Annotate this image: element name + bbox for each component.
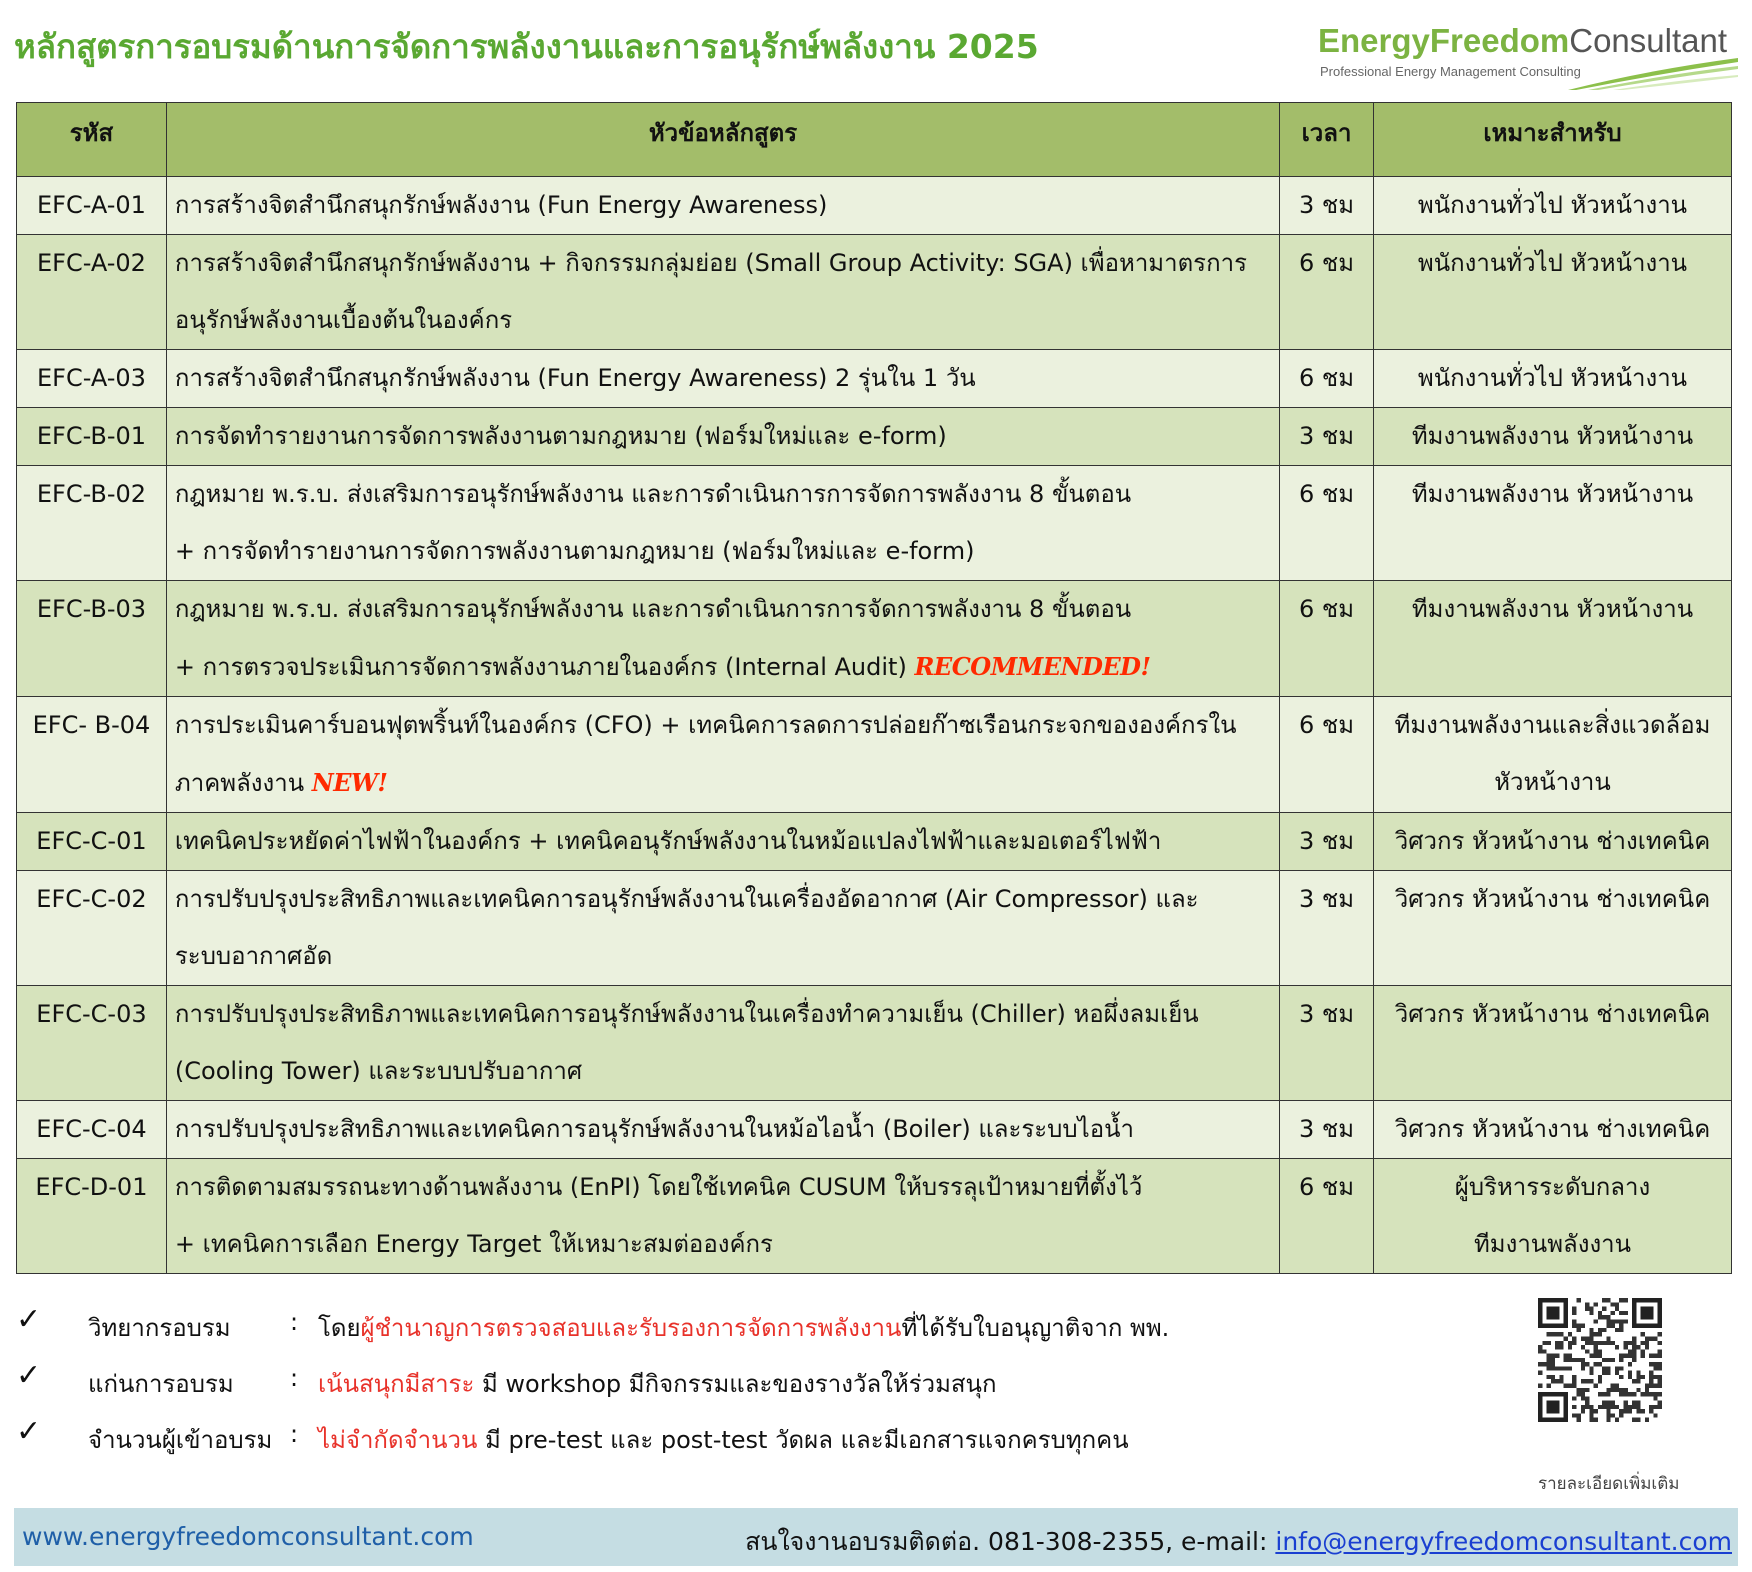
topic-line: (Cooling Tower) และระบบปรับอากาศ xyxy=(174,1057,583,1085)
audience-line: พนักงานทั่วไป หัวหน้างาน xyxy=(1417,249,1688,277)
logo-tagline: Professional Energy Management Consulting xyxy=(1320,64,1581,79)
course-topic xyxy=(166,350,1279,408)
course-audience xyxy=(1374,466,1732,581)
course-tag: RECOMMENDED! xyxy=(914,652,1151,681)
course-code: EFC-A-03 xyxy=(17,350,167,408)
course-duration: 3 ชม xyxy=(1280,871,1374,986)
course-topic xyxy=(166,1101,1279,1159)
course-code: EFC-C-03 xyxy=(17,986,167,1101)
audience-line: หัวหน้างาน xyxy=(1494,768,1611,796)
topic-line: การประเมินคาร์บอนฟุตพริ้นท์ในองค์กร (CFO) + เทคนิคการลดการปล่อยก๊าซเรือนกระจกขององค์กรใน xyxy=(174,711,1237,739)
audience-line: วิศวกร หัวหน้างาน ช่างเทคนิค xyxy=(1394,885,1711,913)
table-row xyxy=(17,408,1732,466)
note-value: โดยผู้ชำนาญการตรวจสอบและรับรองการจัดการพลังงานที่ได้รับใบอนุญาติจาก พพ. xyxy=(318,1314,1170,1342)
table-row xyxy=(17,235,1732,350)
table-row xyxy=(17,466,1732,581)
course-code: EFC-D-01 xyxy=(17,1159,167,1274)
topic-line: การสร้างจิตสำนึกสนุกรักษ์พลังงาน + กิจกรรมกลุ่มย่อย (Small Group Activity: SGA) เพื่อหามาตรการ xyxy=(174,249,1247,277)
course-audience xyxy=(1374,581,1732,697)
page-title: หลักสูตรการอบรมด้านการจัดการพลังงานและการอนุรักษ์พลังงาน 2025 xyxy=(14,27,1039,66)
note-colon: : xyxy=(290,1308,299,1336)
course-duration: 6 ชม xyxy=(1280,235,1374,350)
course-audience xyxy=(1374,350,1732,408)
topic-line: กฎหมาย พ.ร.บ. ส่งเสริมการอนุรักษ์พลังงาน และการดำเนินการการจัดการพลังงาน 8 ขั้นตอน xyxy=(174,480,1132,508)
course-duration: 3 ชม xyxy=(1280,408,1374,466)
course-code: EFC-A-01 xyxy=(17,177,167,235)
audience-line: พนักงานทั่วไป หัวหน้างาน xyxy=(1417,191,1688,219)
audience-line: ทีมงานพลังงาน หัวหน้างาน xyxy=(1411,595,1694,623)
topic-line: + การตรวจประเมินการจัดการพลังงานภายในองค์กร (Internal Audit) RECOMMENDED! xyxy=(174,652,1151,681)
course-code: EFC-C-02 xyxy=(17,871,167,986)
course-code: EFC-A-02 xyxy=(17,235,167,350)
course-code: EFC-B-03 xyxy=(17,581,167,697)
course-audience xyxy=(1374,813,1732,871)
logo-wordmark: EnergyFreedomConsultant xyxy=(1318,22,1728,59)
check-icon: ✓ xyxy=(16,1358,42,1393)
table-row xyxy=(17,350,1732,408)
course-tag: NEW! xyxy=(311,768,388,797)
topic-line: อนุรักษ์พลังงานเบื้องต้นในองค์กร xyxy=(174,306,513,334)
table-row xyxy=(17,1159,1732,1274)
topic-line: การสร้างจิตสำนึกสนุกรักษ์พลังงาน (Fun Energy Awareness) 2 รุ่นใน 1 วัน xyxy=(174,364,976,392)
course-audience xyxy=(1374,697,1732,813)
topic-line: + การจัดทำรายงานการจัดการพลังงานตามกฎหมาย (ฟอร์มใหม่และ e-form) xyxy=(174,537,975,565)
course-topic xyxy=(166,1159,1279,1274)
course-duration: 6 ชม xyxy=(1280,466,1374,581)
course-duration: 3 ชม xyxy=(1280,177,1374,235)
topic-line: การติดตามสมรรถนะทางด้านพลังงาน (EnPI) โดยใช้เทคนิค CUSUM ให้บรรลุเป้าหมายที่ตั้งไว้ xyxy=(174,1173,1143,1201)
course-code: EFC-C-01 xyxy=(17,813,167,871)
course-topic xyxy=(166,177,1279,235)
logo-swoosh-icon xyxy=(1568,50,1738,90)
course-audience xyxy=(1374,1159,1732,1274)
column-header-audience: เหมาะสำหรับ xyxy=(1374,103,1732,177)
course-audience xyxy=(1374,1101,1732,1159)
contact-info: สนใจงานอบรมติดต่อ. 081-308-2355, e-mail: info@energyfreedomconsultant.com xyxy=(745,1527,1732,1556)
topic-line: + เทคนิคการเลือก Energy Target ให้เหมาะสมต่อองค์กร xyxy=(174,1230,773,1258)
course-duration: 3 ชม xyxy=(1280,1101,1374,1159)
note-value: เน้นสนุกมีสาระ มี workshop มีกิจกรรมและของรางวัลให้ร่วมสนุก xyxy=(318,1370,997,1398)
note-label: จำนวนผู้เข้าอบรม xyxy=(88,1426,273,1454)
course-topic xyxy=(166,408,1279,466)
audience-line: พนักงานทั่วไป หัวหน้างาน xyxy=(1417,364,1688,392)
course-topic xyxy=(166,581,1279,697)
table-row xyxy=(17,697,1732,813)
audience-line: วิศวกร หัวหน้างาน ช่างเทคนิค xyxy=(1394,1115,1711,1143)
course-duration: 6 ชม xyxy=(1280,350,1374,408)
table-row xyxy=(17,177,1732,235)
table-row xyxy=(17,871,1732,986)
column-header-duration: เวลา xyxy=(1280,103,1374,177)
course-audience xyxy=(1374,871,1732,986)
course-duration: 6 ชม xyxy=(1280,581,1374,697)
audience-line: ผู้บริหารระดับกลาง xyxy=(1454,1173,1651,1201)
course-topic xyxy=(166,871,1279,986)
course-topic xyxy=(166,466,1279,581)
audience-line: ทีมงานพลังงาน หัวหน้างาน xyxy=(1411,480,1694,508)
course-audience xyxy=(1374,235,1732,350)
check-icon: ✓ xyxy=(16,1302,42,1337)
course-table xyxy=(16,102,1732,1274)
audience-line: ทีมงานพลังงาน หัวหน้างาน xyxy=(1411,422,1694,450)
course-duration: 6 ชม xyxy=(1280,1159,1374,1274)
qr-code-icon[interactable] xyxy=(1538,1298,1662,1422)
course-code: EFC-B-01 xyxy=(17,408,167,466)
table-header-row xyxy=(17,103,1732,177)
table-row xyxy=(17,1101,1732,1159)
topic-line: กฎหมาย พ.ร.บ. ส่งเสริมการอนุรักษ์พลังงาน และการดำเนินการการจัดการพลังงาน 8 ขั้นตอน xyxy=(174,595,1132,623)
table-row xyxy=(17,581,1732,697)
course-code: EFC- B-04 xyxy=(17,697,167,813)
topic-line: การจัดทำรายงานการจัดการพลังงานตามกฎหมาย (ฟอร์มใหม่และ e-form) xyxy=(174,422,947,450)
audience-line: ทีมงานพลังงานและสิ่งแวดล้อม xyxy=(1394,711,1711,739)
course-duration: 3 ชม xyxy=(1280,986,1374,1101)
course-topic xyxy=(166,697,1279,813)
table-row xyxy=(17,986,1732,1101)
column-header-code: รหัส xyxy=(17,103,167,177)
note-value: ไม่จำกัดจำนวน มี pre-test และ post-test วัดผล และมีเอกสารแจกครบทุกคน xyxy=(318,1426,1129,1454)
email-link[interactable]: info@energyfreedomconsultant.com xyxy=(1275,1527,1732,1556)
note-colon: : xyxy=(290,1420,299,1448)
qr-caption: รายละเอียดเพิ่มเติม xyxy=(1538,1474,1680,1494)
column-header-topic: หัวข้อหลักสูตร xyxy=(166,103,1279,177)
check-icon: ✓ xyxy=(16,1414,42,1449)
course-duration: 6 ชม xyxy=(1280,697,1374,813)
table-row xyxy=(17,813,1732,871)
course-code: EFC-B-02 xyxy=(17,466,167,581)
note-label: แก่นการอบรม xyxy=(88,1370,234,1398)
course-topic xyxy=(166,813,1279,871)
course-duration: 3 ชม xyxy=(1280,813,1374,871)
topic-line: การปรับปรุงประสิทธิภาพและเทคนิคการอนุรักษ์พลังงานในหม้อไอน้ำ (Boiler) และระบบไอน้ำ xyxy=(174,1115,1135,1143)
audience-line: วิศวกร หัวหน้างาน ช่างเทคนิค xyxy=(1394,827,1711,855)
note-label: วิทยากรอบรม xyxy=(88,1314,231,1342)
note-colon: : xyxy=(290,1364,299,1392)
course-audience xyxy=(1374,177,1732,235)
website-link[interactable]: www.energyfreedomconsultant.com xyxy=(22,1522,474,1551)
course-code: EFC-C-04 xyxy=(17,1101,167,1159)
course-audience xyxy=(1374,408,1732,466)
audience-line: วิศวกร หัวหน้างาน ช่างเทคนิค xyxy=(1394,1000,1711,1028)
topic-line: การสร้างจิตสำนึกสนุกรักษ์พลังงาน (Fun Energy Awareness) xyxy=(174,191,828,219)
course-topic xyxy=(166,235,1279,350)
topic-line: ระบบอากาศอัด xyxy=(174,942,333,970)
course-audience xyxy=(1374,986,1732,1101)
footer-bar xyxy=(14,1508,1738,1566)
company-logo xyxy=(1318,22,1738,90)
topic-line: การปรับปรุงประสิทธิภาพและเทคนิคการอนุรักษ์พลังงานในเครื่องอัดอากาศ (Air Compressor) และ xyxy=(174,885,1199,913)
topic-line: การปรับปรุงประสิทธิภาพและเทคนิคการอนุรักษ์พลังงานในเครื่องทำความเย็น (Chiller) หอผึ่งลมเย็น xyxy=(174,1000,1199,1028)
topic-line: เทคนิคประหยัดค่าไฟฟ้าในองค์กร + เทคนิคอนุรักษ์พลังงานในหม้อแปลงไฟฟ้าและมอเตอร์ไฟฟ้า xyxy=(174,827,1162,855)
audience-line: ทีมงานพลังงาน xyxy=(1473,1230,1632,1258)
course-topic xyxy=(166,986,1279,1101)
topic-line: ภาคพลังงาน NEW! xyxy=(174,768,388,797)
